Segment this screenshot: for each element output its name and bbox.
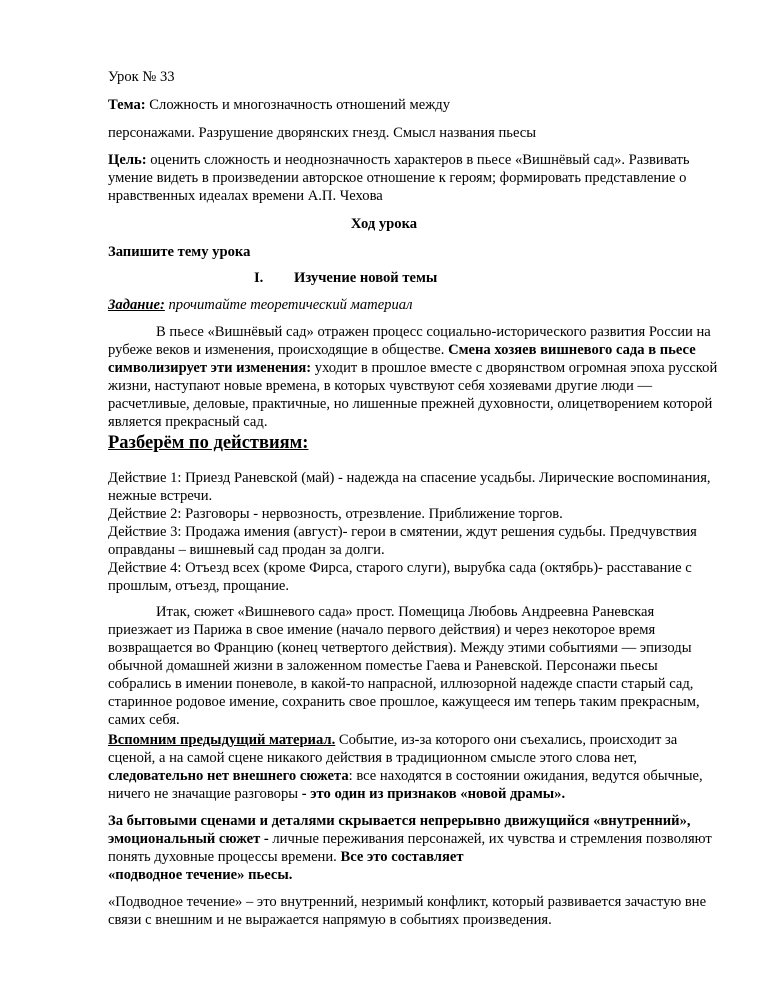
act-4: Действие 4: Отъезд всех (кроме Фирса, старого слуги), вырубка сада (октябрь)- расставание с прошлым, отъезд, прощание. [108,560,692,594]
acts-list [108,469,718,595]
topic-line-1 [108,96,718,114]
topic-line-2: персонажами. Разрушение дворянских гнезд. Смысл названия пьесы [108,125,537,141]
plot-paragraph: Итак, сюжет «Вишневого сада» прост. Помещица Любовь Андреевна Раневская приезжает из Парижа в свое имение (начало первого действия) и через некоторое время возвращается во Францию (конец четвертого действия). Между этими событиями — эпизоды обычной домашней жизни в заложенном поместье Гаева и Раневской. Персонажи пьесы собрались в имении поневоле, в какой-то напрасной, иллюзорной надежде спасти старый сад, старинное родовое имение, сохранить свое прошлое, кажущееся им теперь таким прекрасным, самих себя. [108,604,700,728]
definition-paragraph: «Подводное течение» – это внутренний, незримый конфликт, который развивается зачастую вне связи с внешним и не выражается напрямую в событиях произведения. [108,894,707,928]
section-heading [254,269,654,287]
goal-label: Цель: [108,152,147,168]
goal-paragraph [108,151,718,205]
act-1: Действие 1: Приезд Раневской (май) - надежда на спасение усадьбы. Лирические воспоминания, нежные встречи. [108,470,711,504]
topic-text-1: Сложность и многозначность отношений между [145,97,451,113]
section-number: I. [254,270,264,286]
subtext-paragraph: За бытовыми сценами и деталями скрывается непрерывно движущийся «внутренний», эмоциональный сюжет - личные переживания персонажей, их чувства и стремления позволяют понять духовные процессы времени. Все это составляет «подводное течение» пьесы. [108,813,712,883]
topic-label: Тема: [108,97,146,113]
task-text: прочитайте теоретический материал [164,297,413,313]
intro-paragraph: В пьесе «Вишнёвый сад» отражен процесс социально-исторического развития России на рубеже веков и изменения, происходящие в обществе. Смена хозяев вишневого сада в пьесе символизирует эти изменения: уходит в прошлое вместе с дворянством огромная эпоха русской жизни, наступают новые времена, в которых чувствуют себя хозяевами другие люди — расчетливые, деловые, практичные, но лишенные прежней духовности, олицетворением которой является прекрасный сад. [108,324,718,430]
acts-heading: Разберём по действиям: [108,433,309,453]
course-heading: Ход урока [350,216,418,232]
act-3: Действие 3: Продажа имения (август)- герои в смятении, ждут решения судьбы. Предчувствия оправданы – вишневый сад продан за долги. [108,524,697,558]
write-topic: Запишите тему урока [108,244,251,260]
section-title: Изучение новой темы [294,270,438,286]
task-label: Задание: [108,297,165,313]
act-2: Действие 2: Разговоры - нервозность, отрезвление. Приближение торгов. [108,506,563,522]
task-line [108,296,718,314]
recall-paragraph: Вспомним предыдущий материал. Событие, из-за которого они съехались, происходит за сценой, а на самой сцене никакого действия в традиционном смысле этого слова нет, следовательно нет внешнего сюжета: все находятся в состоянии ожидания, ведутся обычные, ничего не значащие разговоры - это один из признаков «новой драмы». [108,732,703,802]
goal-text: оценить сложность и неоднозначность характеров в пьесе «Вишнёвый сад». Развивать умение видеть в произведении авторское отношение к героям; формировать представление о нравственных идеалах времени А.П. Чехова [108,152,690,204]
lesson-number: Урок № 33 [108,69,175,85]
